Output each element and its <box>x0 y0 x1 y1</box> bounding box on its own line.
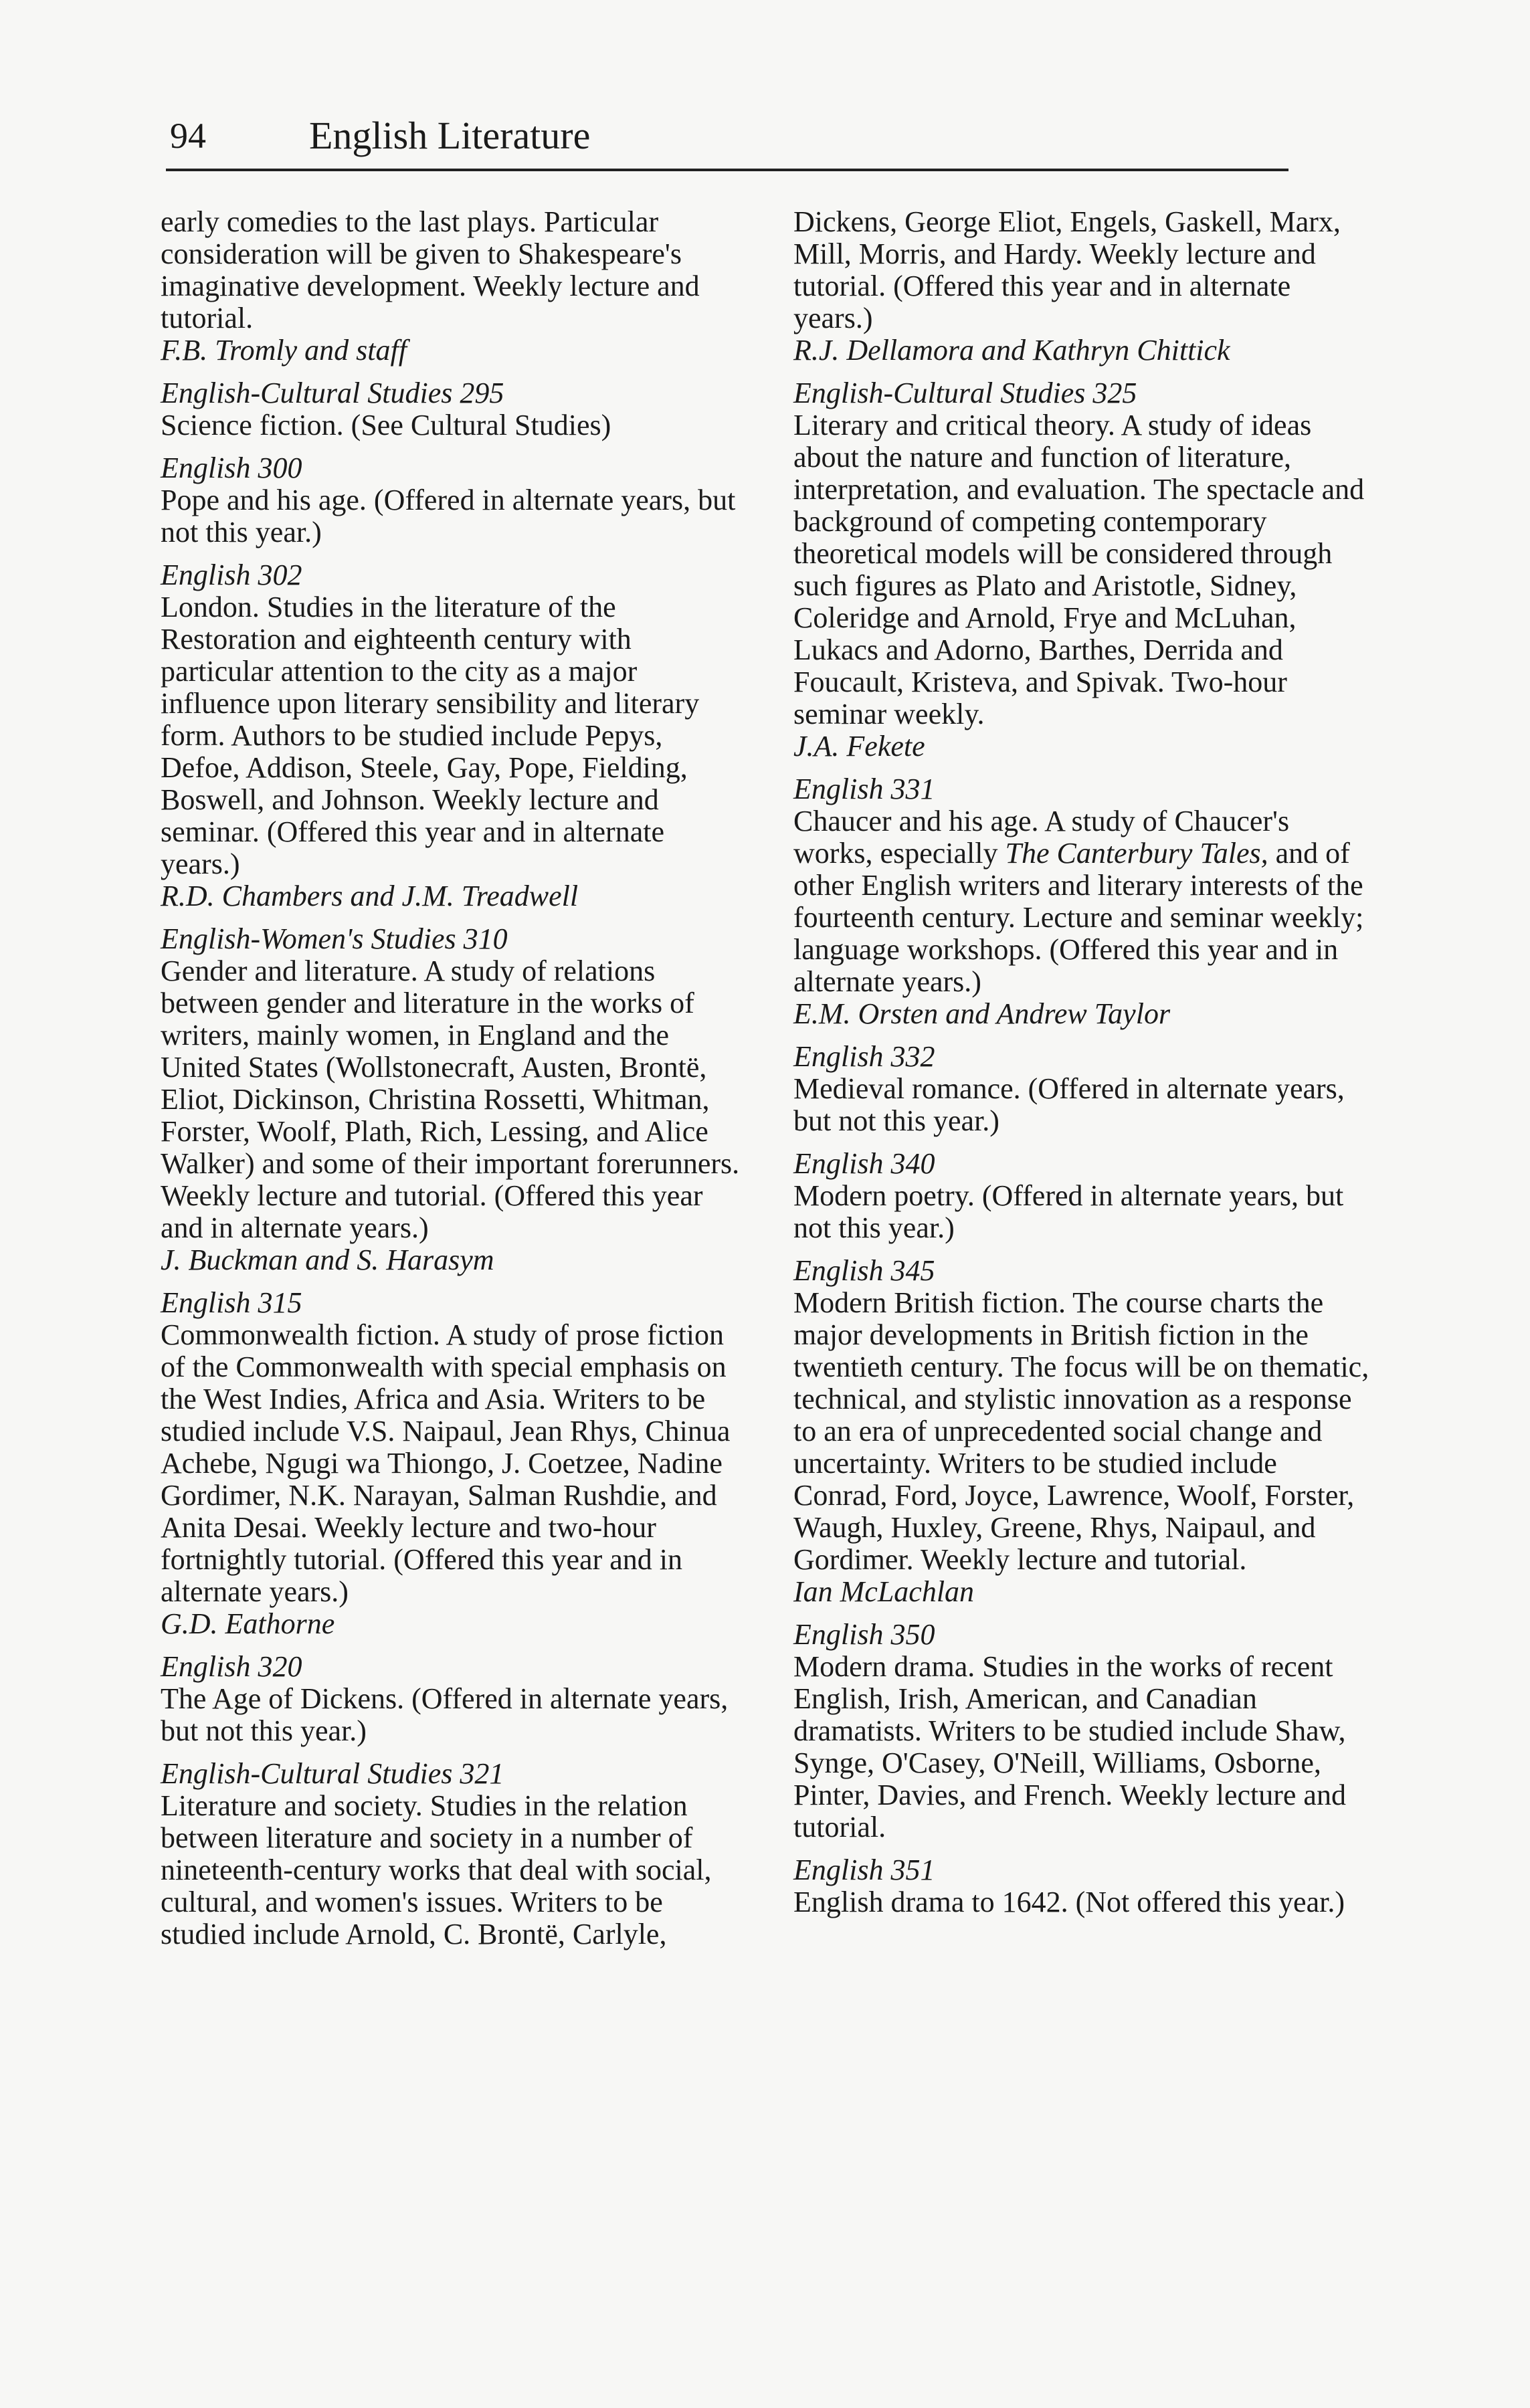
course-instructor: E.M. Orsten and Andrew Taylor <box>793 997 1171 1030</box>
course-title: English 340 <box>793 1147 935 1180</box>
course-description <box>793 805 1375 998</box>
course-instructor: R.J. Dellamora and Kathryn Chittick <box>793 334 1230 367</box>
page-header <box>166 106 1287 166</box>
course-title: English-Cultural Studies 295 <box>161 377 504 409</box>
course-instructor: Ian McLachlan <box>793 1575 975 1608</box>
course-entry <box>793 1854 1375 1918</box>
course-entry <box>793 1255 1375 1608</box>
course-entry <box>793 377 1375 763</box>
course-entry <box>793 1619 1375 1843</box>
course-instructor: G.D. Eathorne <box>161 1607 335 1640</box>
course-title: English 302 <box>161 559 302 591</box>
course-instructor: J. Buckman and S. Harasym <box>161 1243 494 1276</box>
course-description: English drama to 1642. (Not offered this year.) <box>793 1886 1345 1918</box>
course-description: Science fiction. (See Cultural Studies) <box>161 409 611 441</box>
course-description: Commonwealth fiction. A study of prose fiction of the Commonwealth with special emphasis on the West Indies, Africa and Asia. Writers to be studied include V.S. Naipaul, Jean Rhys, Chinua Achebe, Ngugi wa Thiongo, J. Coetzee, Nadine Gordimer, N.K. Narayan, Salman Rushdie, and Anita Desai. Weekly lecture and two-hour fortnightly tutorial. (Offered this year and in alternate years.) <box>161 1318 731 1608</box>
course-description: London. Studies in the literature of the Restoration and eighteenth century with particular attention to the city as a major influence upon literary sensibility and literary form. Authors to be studied include Pepys, Defoe, Addison, Steele, Gay, Pope, Fielding, Boswell, and Johnson. Weekly lecture and seminar. (Offered this year and in alternate years.) <box>161 591 700 880</box>
course-description: early comedies to the last plays. Particular consideration will be given to Shakespeare's imaginative development. Weekly lecture and tutorial. <box>161 205 700 334</box>
course-title: English 351 <box>793 1853 935 1886</box>
course-description: Modern British fiction. The course charts the major developments in British fiction in the twentieth century. The focus will be on thematic, technical, and stylistic innovation as a response to an era of unprecedented social change and uncertainty. Writers to be studied include Conrad, Ford, Joyce, Lawrence, Woolf, Forster, Waugh, Huxley, Greene, Rhys, Naipaul, and Gordimer. Weekly lecture and tutorial. <box>793 1286 1369 1576</box>
course-description: Modern poetry. (Offered in alternate years, but not this year.) <box>793 1179 1344 1244</box>
left-column <box>161 206 743 1961</box>
course-instructor: J.A. Fekete <box>793 730 925 763</box>
course-title: English 345 <box>793 1254 935 1287</box>
course-description: Dickens, George Eliot, Engels, Gaskell, Marx, Mill, Morris, and Hardy. Weekly lecture and tutorial. (Offered this year and in alternate years.) <box>793 205 1341 334</box>
course-description: Modern drama. Studies in the works of recent English, Irish, American, and Canadian dramatists. Writers to be studied include Shaw, Synge, O'Casey, O'Neill, Williams, Osborne, Pinter, Davies, and French. Weekly lecture and tutorial. <box>793 1650 1346 1843</box>
course-entry <box>793 1148 1375 1244</box>
course-entry <box>793 1041 1375 1137</box>
page-number: 94 <box>170 116 206 156</box>
course-entry <box>161 1287 743 1640</box>
description-part: Chaucer and his age. A study of Chaucer's works, especially <box>793 805 1290 870</box>
course-instructor: R.D. Chambers and J.M. Treadwell <box>161 880 579 912</box>
course-continuation <box>793 206 1375 367</box>
header-rule <box>166 169 1288 171</box>
course-title: English-Cultural Studies 325 <box>793 377 1137 409</box>
course-instructor: F.B. Tromly and staff <box>161 334 407 367</box>
running-head: English Literature <box>309 114 591 157</box>
right-column <box>793 206 1375 1929</box>
description-part: and of other English writers and literary interests of the fourteenth century. Lecture and seminar weekly; language workshops. (Offered this year and in alternate years.) <box>793 837 1364 998</box>
course-entry <box>161 923 743 1276</box>
course-entry <box>793 773 1375 1030</box>
course-title: English 332 <box>793 1040 935 1073</box>
course-entry <box>161 1758 743 1950</box>
course-title: English-Cultural Studies 321 <box>161 1757 504 1790</box>
course-title: English-Women's Studies 310 <box>161 922 508 955</box>
course-entry <box>161 452 743 548</box>
course-title: English 350 <box>793 1618 935 1651</box>
book-title: The Canterbury Tales, <box>1005 837 1268 870</box>
course-entry <box>161 377 743 441</box>
course-description: Literary and critical theory. A study of ideas about the nature and function of literature, interpretation, and evaluation. The spectacle and background of competing contemporary theoretical models will be considered through such figures as Plato and Aristotle, Sidney, Coleridge and Arnold, Frye and McLuhan, Lukacs and Adorno, Barthes, Derrida and Foucault, Kristeva, and Spivak. Two-hour seminar weekly. <box>793 409 1365 730</box>
course-title: English 331 <box>793 773 935 805</box>
course-description: The Age of Dickens. (Offered in alternate years, but not this year.) <box>161 1682 729 1747</box>
course-title: English 315 <box>161 1286 302 1319</box>
course-description: Medieval romance. (Offered in alternate years, but not this year.) <box>793 1072 1345 1137</box>
course-description: Pope and his age. (Offered in alternate years, but not this year.) <box>161 484 736 548</box>
course-title: English 320 <box>161 1650 302 1683</box>
course-description: Literature and society. Studies in the relation between literature and society in a number of nineteenth-century works that deal with social, cultural, and women's issues. Writers to be studied include Arnold, C. Brontë, Carlyle, <box>161 1789 712 1950</box>
course-title: English 300 <box>161 452 302 484</box>
course-entry <box>161 1651 743 1747</box>
course-description: Gender and literature. A study of relations between gender and literature in the works of writers, mainly women, in England and the United States (Wollstonecraft, Austen, Brontë, Eliot, Dickinson, Christina Rossetti, Whitman, Forster, Woolf, Plath, Rich, Lessing, and Alice Walker) and some of their important forerunners. Weekly lecture and tutorial. (Offered this year and in alternate years.) <box>161 955 740 1244</box>
course-entry <box>161 559 743 912</box>
course-continuation <box>161 206 743 367</box>
